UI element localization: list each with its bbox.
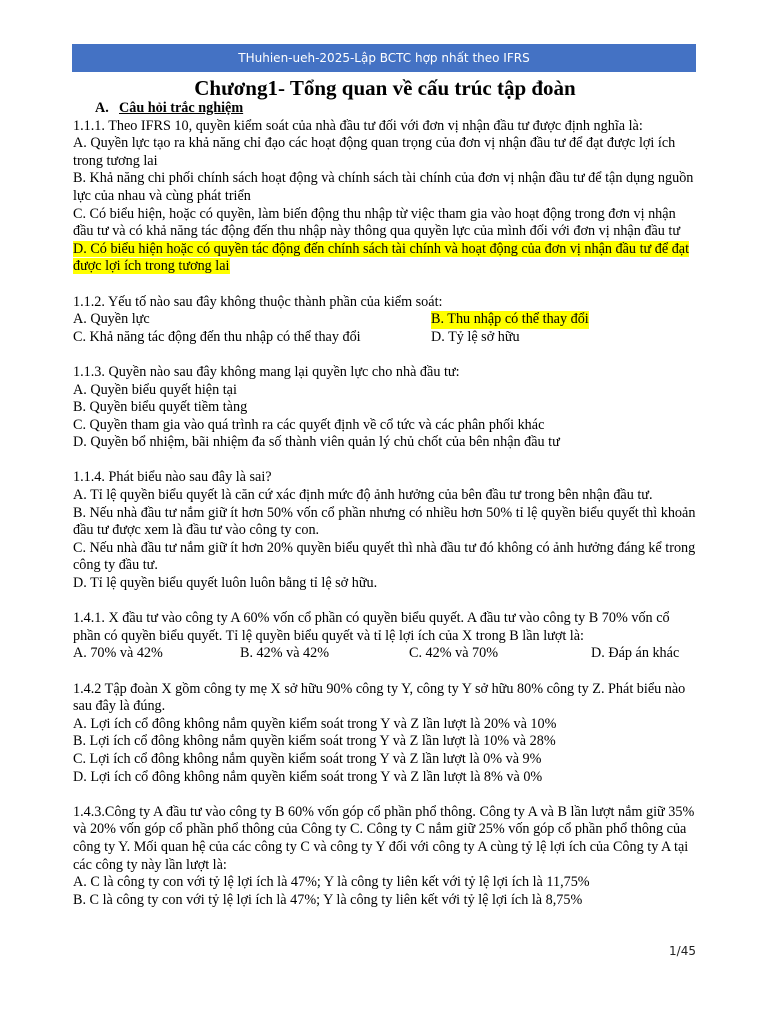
question-1-4-1: 1.4.1. X đầu tư vào công ty A 60% vốn cổ phần có quyền biểu quyết. A đầu tư vào công ty B 70% vốn cổ phần có quyền biểu quyết. Tỉ lệ quyền biểu quyết và tỉ lệ lợi ích của X trong B lần lượt là: (73, 610, 670, 644)
q6-option-d: D. Lợi ích cổ đông không nắm quyền kiểm soát trong Y và Z lần lượt là 8% và 0% (73, 768, 543, 785)
q3-option-c: C. Quyền tham gia vào quá trình ra các quyết định về cổ tức và các phân phối khác (73, 416, 545, 433)
q2-option-a: A. Quyền lực (73, 311, 150, 328)
header-text: THuhien-ueh-2025-Lập BCTC hợp nhất theo IFRS (238, 51, 530, 65)
q1-option-c: C. Có biểu hiện, hoặc có quyền, làm biến động thu nhập từ việc tham gia vào hoạt động trong đơn vị nhận đầu tư và có khả năng tác động đến thu nhập này thông qua quyền lực của mình đối với đơn vị nhận đầu tư (73, 205, 681, 240)
q2-option-c: C. Khả năng tác động đến thu nhập có thể thay đổi (73, 328, 361, 345)
page-number: 1/45 (669, 944, 696, 958)
q3-option-b: B. Quyền biểu quyết tiềm tàng (73, 399, 248, 416)
q6-option-c: C. Lợi ích cổ đông không nắm quyền kiểm soát trong Y và Z lần lượt là 0% và 9% (73, 750, 542, 767)
q2-row-1 (73, 311, 697, 329)
q4-option-a: A. Tỉ lệ quyền biểu quyết là căn cứ xác định mức độ ảnh hưởng của bên đầu tư trong bên nhận đầu tư. (73, 487, 653, 504)
q4-option-c: C. Nếu nhà đầu tư nắm giữ ít hơn 20% quyền biểu quyết thì nhà đầu tư đó không có ảnh hưởng đáng kể trong công ty đầu tư. (73, 539, 696, 574)
q2-row-2 (73, 329, 697, 347)
q3-option-a: A. Quyền biểu quyết hiện tại (73, 381, 237, 398)
q5-options-row (73, 645, 697, 663)
chapter-title: Chương1- Tổng quan về cấu trúc tập đoàn (194, 76, 576, 100)
q7-option-b: B. C là công ty con với tỷ lệ lợi ích là 47%; Y là công ty liên kết với tỷ lệ lợi ích là 8,75% (73, 891, 583, 908)
question-1-4-2: 1.4.2 Tập đoàn X gồm công ty mẹ X sở hữu 90% công ty Y, công ty Y sở hữu 80% công ty Z. Phát biểu nào sau đây là đúng. (73, 680, 686, 715)
q1-option-b: B. Khả năng chi phối chính sách hoạt động và chính sách tài chính của đơn vị nhận đầu tư để tận dụng nguồn lực của nhau và cùng phát triển (73, 170, 694, 204)
q5-option-b: B. 42% và 42% (240, 645, 330, 662)
section-text: Câu hỏi trắc nghiệm (119, 100, 244, 116)
question-1-1-3: 1.1.3. Quyền nào sau đây không mang lại quyền lực cho nhà đầu tư: (73, 363, 460, 380)
question-1-1-1: 1.1.1. Theo IFRS 10, quyền kiểm soát của nhà đầu tư đối với đơn vị nhận đầu tư được định nghĩa là: (73, 117, 643, 134)
q2-option-d: D. Tỷ lệ sở hữu (431, 328, 520, 345)
q6-option-a: A. Lợi ích cổ đông không nắm quyền kiểm soát trong Y và Z lần lượt là 20% và 10% (73, 715, 557, 732)
q7-option-a: A. C là công ty con với tỷ lệ lợi ích là 47%; Y là công ty liên kết với tỷ lệ lợi ích là 11,75% (73, 874, 590, 891)
question-1-1-2: 1.1.2. Yếu tố nào sau đây không thuộc thành phần của kiểm soát: (73, 293, 443, 310)
section-letter: A. (95, 100, 109, 116)
q2-option-b-highlighted: B. Thu nhập có thể thay đổi (431, 311, 589, 328)
q1-option-d-highlighted (73, 241, 697, 276)
q4-option-d: D. Tỉ lệ quyền biểu quyết luôn luôn bằng tỉ lệ sở hữu. (73, 575, 378, 592)
section-heading (95, 100, 697, 118)
q5-option-c: C. 42% và 70% (409, 645, 499, 662)
q5-option-d: D. Đáp án khác (591, 645, 680, 662)
document-header-bar (72, 44, 696, 72)
q3-option-d: D. Quyền bổ nhiệm, bãi nhiệm đa số thành viên quản lý chủ chốt của bên nhận đầu tư (73, 434, 560, 451)
q1-option-a: A. Quyền lực tạo ra khả năng chỉ đạo các hoạt động quan trọng của đơn vị nhận đầu tư để đạt được lợi ích trong tương lai (73, 135, 676, 169)
q5-option-a: A. 70% và 42% (73, 645, 163, 662)
document-page (73, 76, 697, 909)
question-1-4-3: 1.4.3.Công ty A đầu tư vào công ty B 60% vốn góp cổ phần phổ thông. Công ty A và B lần lượt nắm giữ 35% và 20% vốn góp cổ phần phổ thông của Công ty C. Công ty C nắm giữ 25% vốn góp cổ phần phổ thông của công ty Y. Mối quan hệ của các công ty C và công ty Y đối với công ty A cùng tỷ lệ lợi ích của Công ty A tại các công ty này lần lượt là: (73, 803, 695, 873)
question-1-1-4: 1.1.4. Phát biểu nào sau đây là sai? (73, 469, 272, 486)
highlight-answer: D. Có biểu hiện hoặc có quyền tác động đến chính sách tài chính và hoạt động của đơn vị nhận đầu tư để đạt được lợi ích trong tương lai (73, 240, 690, 275)
q6-option-b: B. Lợi ích cổ đông không nắm quyền kiểm soát trong Y và Z lần lượt là 10% và 28% (73, 733, 556, 750)
q4-option-b: B. Nếu nhà đầu tư nắm giữ ít hơn 50% vốn cổ phần nhưng có nhiều hơn 50% tỉ lệ quyền biểu quyết thì khoản đầu tư được xem là đầu tư vào công ty con. (73, 504, 696, 539)
